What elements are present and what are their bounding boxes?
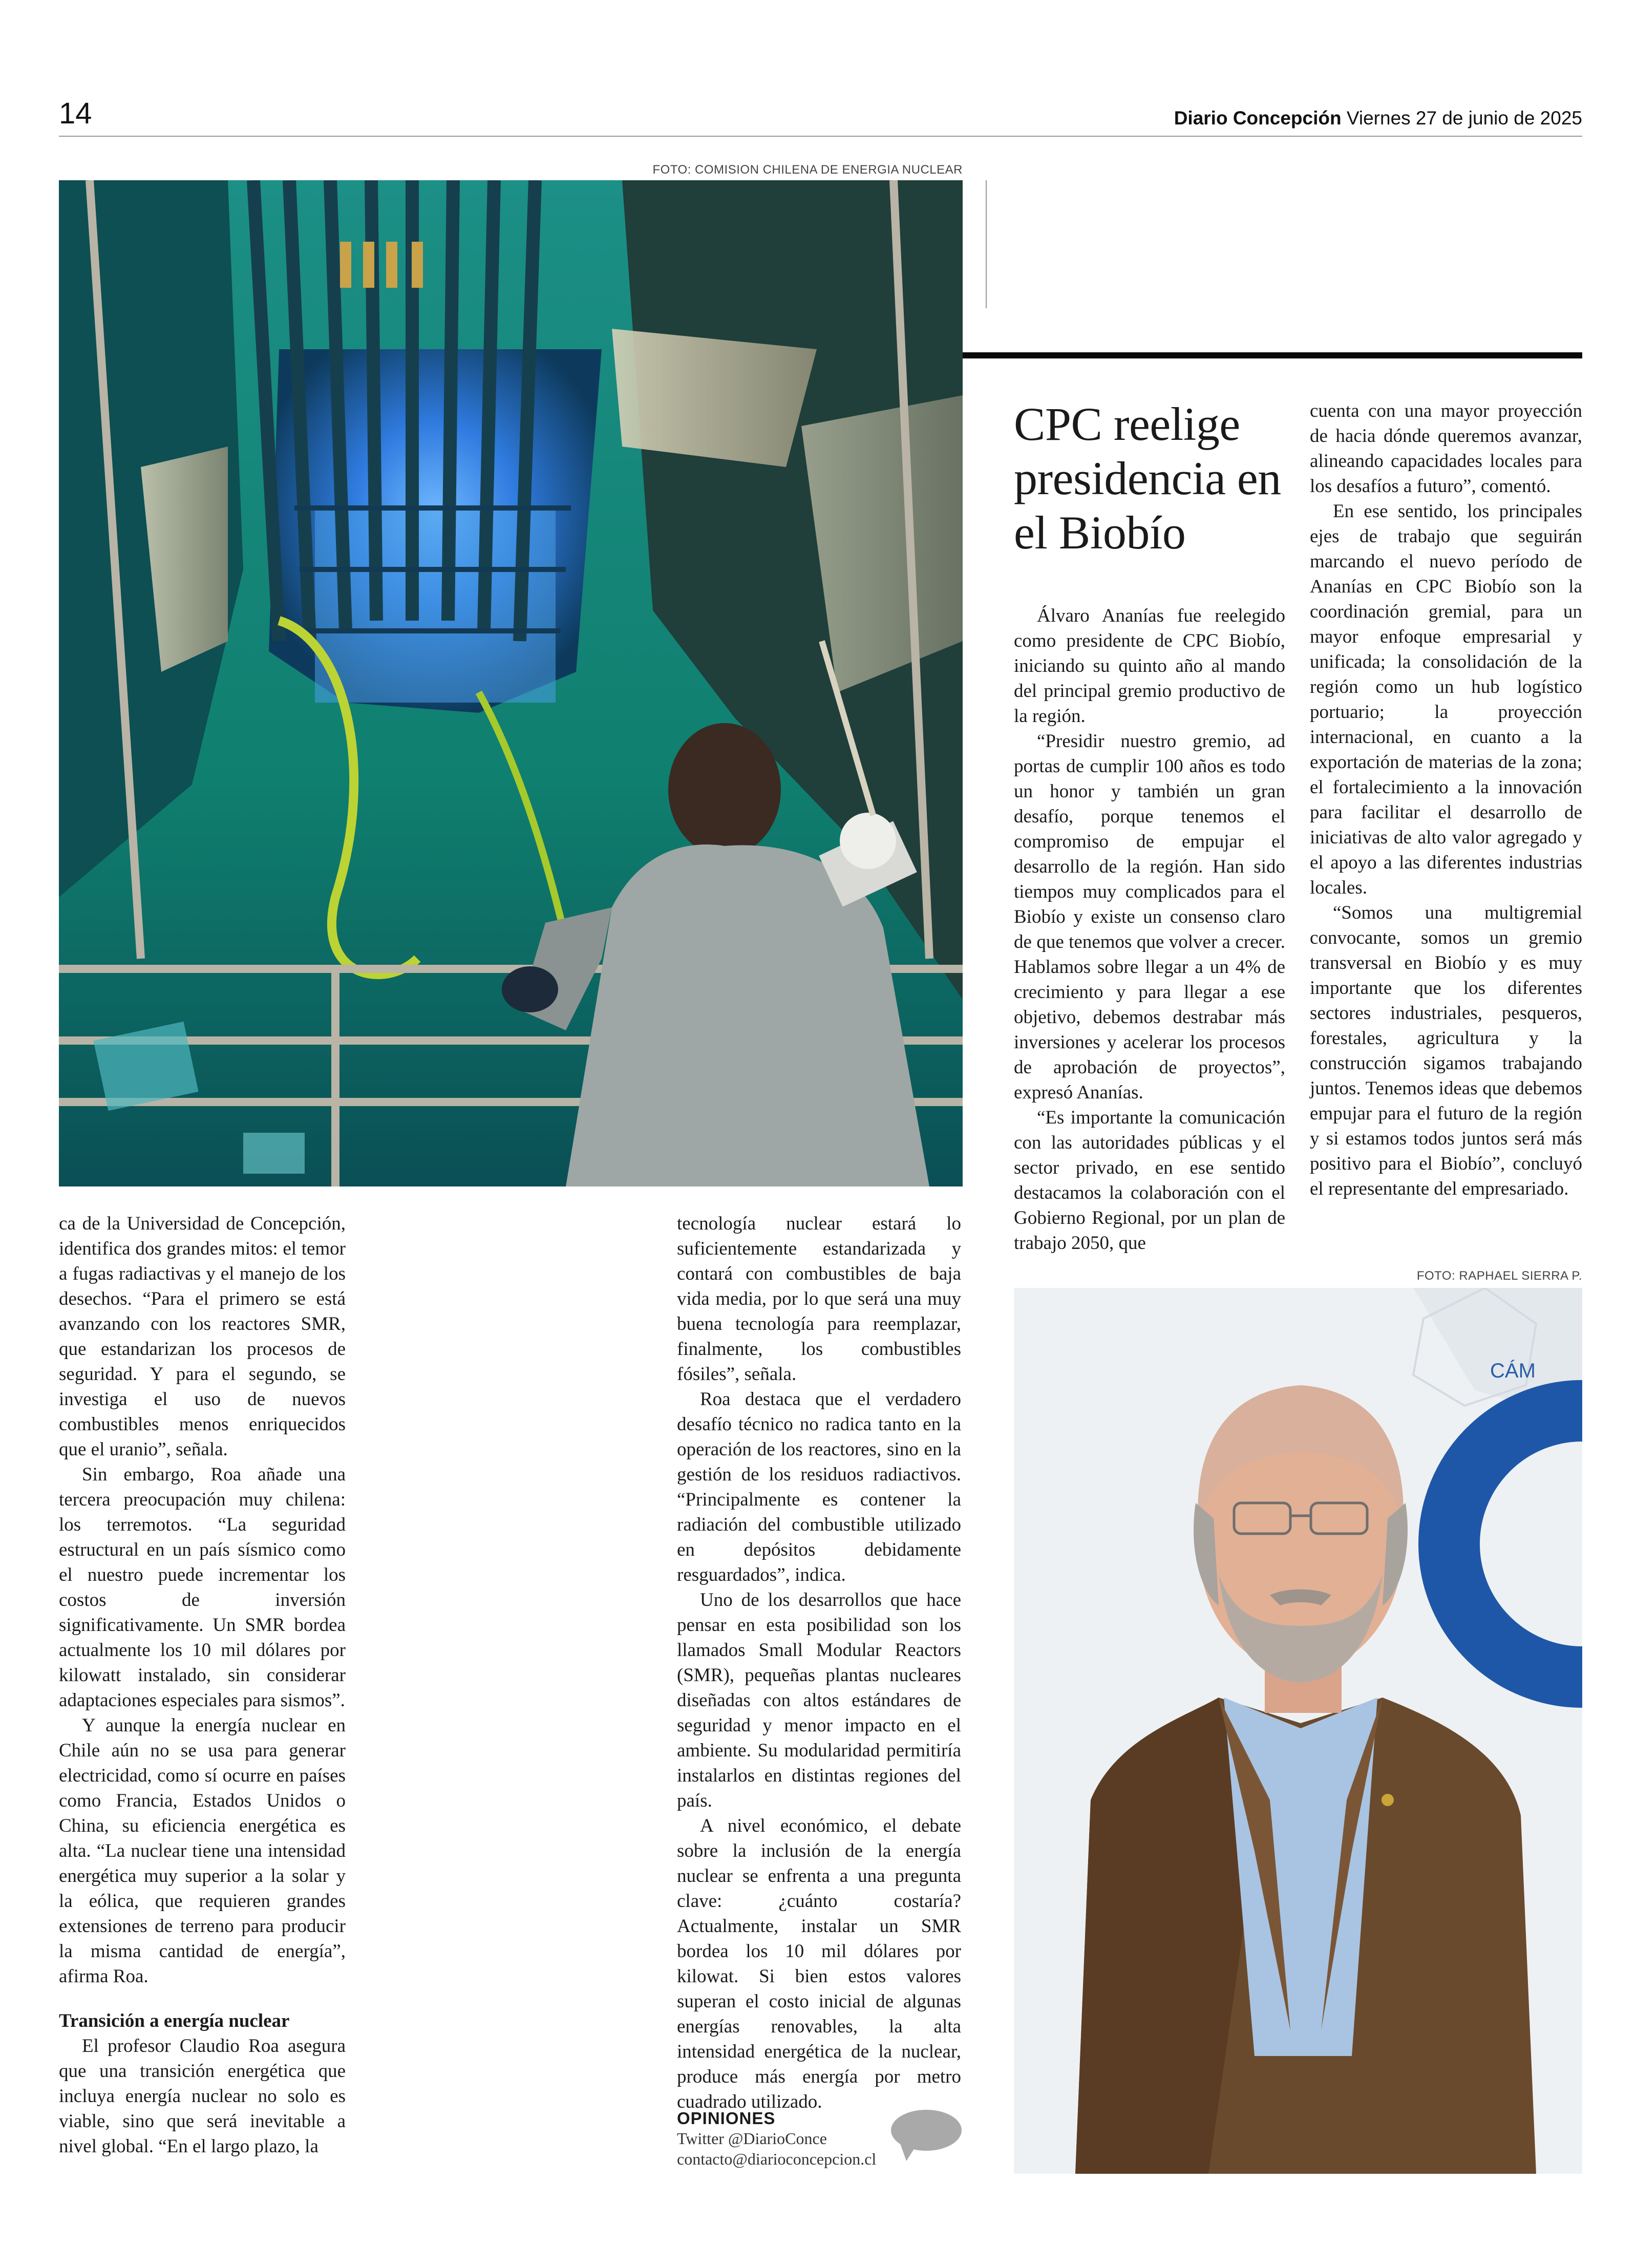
nuclear-paragraph: ca de la Universidad de Concepción, identifica dos grandes mitos: el temor a fugas radiactivas y el manejo de los desechos. “Para el primero se está avanzando con los reactores SMR, que estandarizan los procesos de seguridad. Y para el segundo, se investiga el uso de nuevos combustibles menos enriquecidos que el uranio”, señala. [59,1213,346,1460]
nuclear-paragraph: Roa destaca que el verdadero desafío técnico no radica tanto en la operación de los reactores, sino en la gestión de los residuos radiactivos. “Principalmente es contener la radiación del combustible utilizado en depósitos debidamente resguardados”, indica. [677,1389,961,1585]
nuclear-paragraph: Y aunque la energía nuclear en Chile aún no se usa para generar electricidad, como sí ocurre en países como Francia, Estados Unidos o China, su eficiencia energética es alta. “La nuclear tiene una intensidad energética muy superior a la solar y la eólica, que requieren grandes extensiones de terreno para producir la misma cantidad de energía”, afirma Roa. [59,1715,346,1987]
header-rule [59,136,1582,137]
portrait-photo [1014,1288,1582,2174]
cpc-paragraph: “Es importante la comunicación con las autoridades públicas y el sector privado, en ese sentido destacamos la colaboración con el Gobierno Regional, por un plan de trabajo 2050, que [1014,1107,1285,1254]
column-divider [986,180,987,308]
nuclear-paragraph: A nivel económico, el debate sobre la inclusión de la energía nuclear se enfrenta a una pregunta clave: ¿cuánto costaría? Actualmente, instalar un SMR bordea los 10 mil dólares por kilowat. Si bien estos valores superan el costo inicial de algunas energías renovables, la alta intensidad energética de la nuclear, produce más energía por metro cuadrado utilizado. [677,1815,961,2112]
nuclear-paragraph: tecnología nuclear estará lo suficientemente estandarizada y contará con combustibles de baja vida media, por lo que será una muy buena tecnología para reemplazar, finalmente, los combustibles fósiles”, señala. [677,1213,961,1385]
opinions-title: OPINIONES [677,2109,776,2128]
section-rule [963,352,1582,358]
photo-credit-portrait: FOTO: RAPHAEL SIERRA P. [1416,1269,1582,1283]
masthead [1174,108,1582,129]
cpc-paragraph: cuenta con una mayor proyección de hacia dónde queremos avanzar, alineando capacidades locales para los desafíos a futuro”, comentó. [1310,400,1582,497]
nuclear-column-2 [677,1211,961,2114]
page-number: 14 [59,97,92,130]
background-sign-text: CÁM [1490,1360,1536,1382]
cpc-column-1 [1014,603,1285,1256]
nuclear-paragraph: Uno de los desarrollos que hace pensar en esta posibilidad son los llamados Small Modular Reactors (SMR), pequeñas plantas nucleares diseñadas con altos estándares de seguridad y menor impacto en el ambiente. Su modularidad permitiría instalarlos en distintas regiones del país. [677,1589,961,1811]
cpc-column-2 [1310,398,1582,1201]
opinions-twitter[interactable]: Twitter @DiarioConce [677,2129,827,2148]
cpc-paragraph: Álvaro Ananías fue reelegido como presidente de CPC Biobío, iniciando su quinto año al mando del principal gremio productivo de la región. [1014,605,1285,727]
photo-credit-reactor: FOTO: COMISION CHILENA DE ENERGIA NUCLEAR [652,163,963,177]
newspaper-name: Diario Concepción [1174,108,1342,129]
issue-date: Viernes 27 de junio de 2025 [1346,108,1582,129]
nuclear-paragraph: El profesor Claudio Roa asegura que una transición energética que incluya energía nuclear no solo es viable, sino que será inevitable a nivel global. “En el largo plazo, la [59,2036,346,2157]
headline-cpc: CPC reelige presidencia en el Biobío [1014,398,1281,559]
reactor-photo [59,180,963,1186]
speech-bubble-tail [900,2144,918,2161]
cpc-paragraph: “Somos una multigremial convocante, somos un gremio transversal en Biobío y es muy importante que los diferentes sectores industriales, pesqueros, forestales, agricultura y la construcción sigamos trabajando juntos. Tenemos ideas que debemos empujar para el futuro de la región y si estamos todos juntos será más positivo para el Biobío”, concluyó el representante del empresariado. [1310,902,1582,1199]
cpc-paragraph: En ese sentido, los principales ejes de trabajo que seguirán marcando el nuevo período de Ananías en CPC Biobío son la coordinación gremial, para un mayor enfoque empresarial y unificada; la consolidación de la región como un hub logístico portuario; la proyección internacional, en cuanto a la exportación de materias de la zona; el fortalecimiento a la innovación para facilitar el desarrollo de iniciativas de alto valor agregado y el apoyo a las diferentes industrias locales. [1310,501,1582,898]
nuclear-paragraph: Sin embargo, Roa añade una tercera preocupación muy chilena: los terremotos. “La seguridad estructural en un país sísmico como el nuestro puede incrementar los costos de inversión significativamente. Un SMR bordea actualmente los 10 mil dólares por kilowatt instalado, sin considerar adaptaciones especiales para sismos”. [59,1464,346,1711]
cpc-paragraph: “Presidir nuestro gremio, ad portas de cumplir 100 años es todo un honor y también un gran desafío, porque tenemos el compromiso de empujar el desarrollo de la región. Han sido tiempos muy complicados para el Biobío y existe un consenso claro de que tenemos que volver a crecer. Hablamos sobre llegar a un 4% de crecimiento y para llegar a ese objetivo, debemos destrabar más inversiones y acelerar los procesos de aprobación de proyectos”, expresó Ananías. [1014,731,1285,1103]
opinions-email[interactable]: contacto@diarioconcepcion.cl [677,2150,877,2168]
subheading: Transición a energía nuclear [59,2010,290,2031]
nuclear-column-1 [59,1211,346,2159]
